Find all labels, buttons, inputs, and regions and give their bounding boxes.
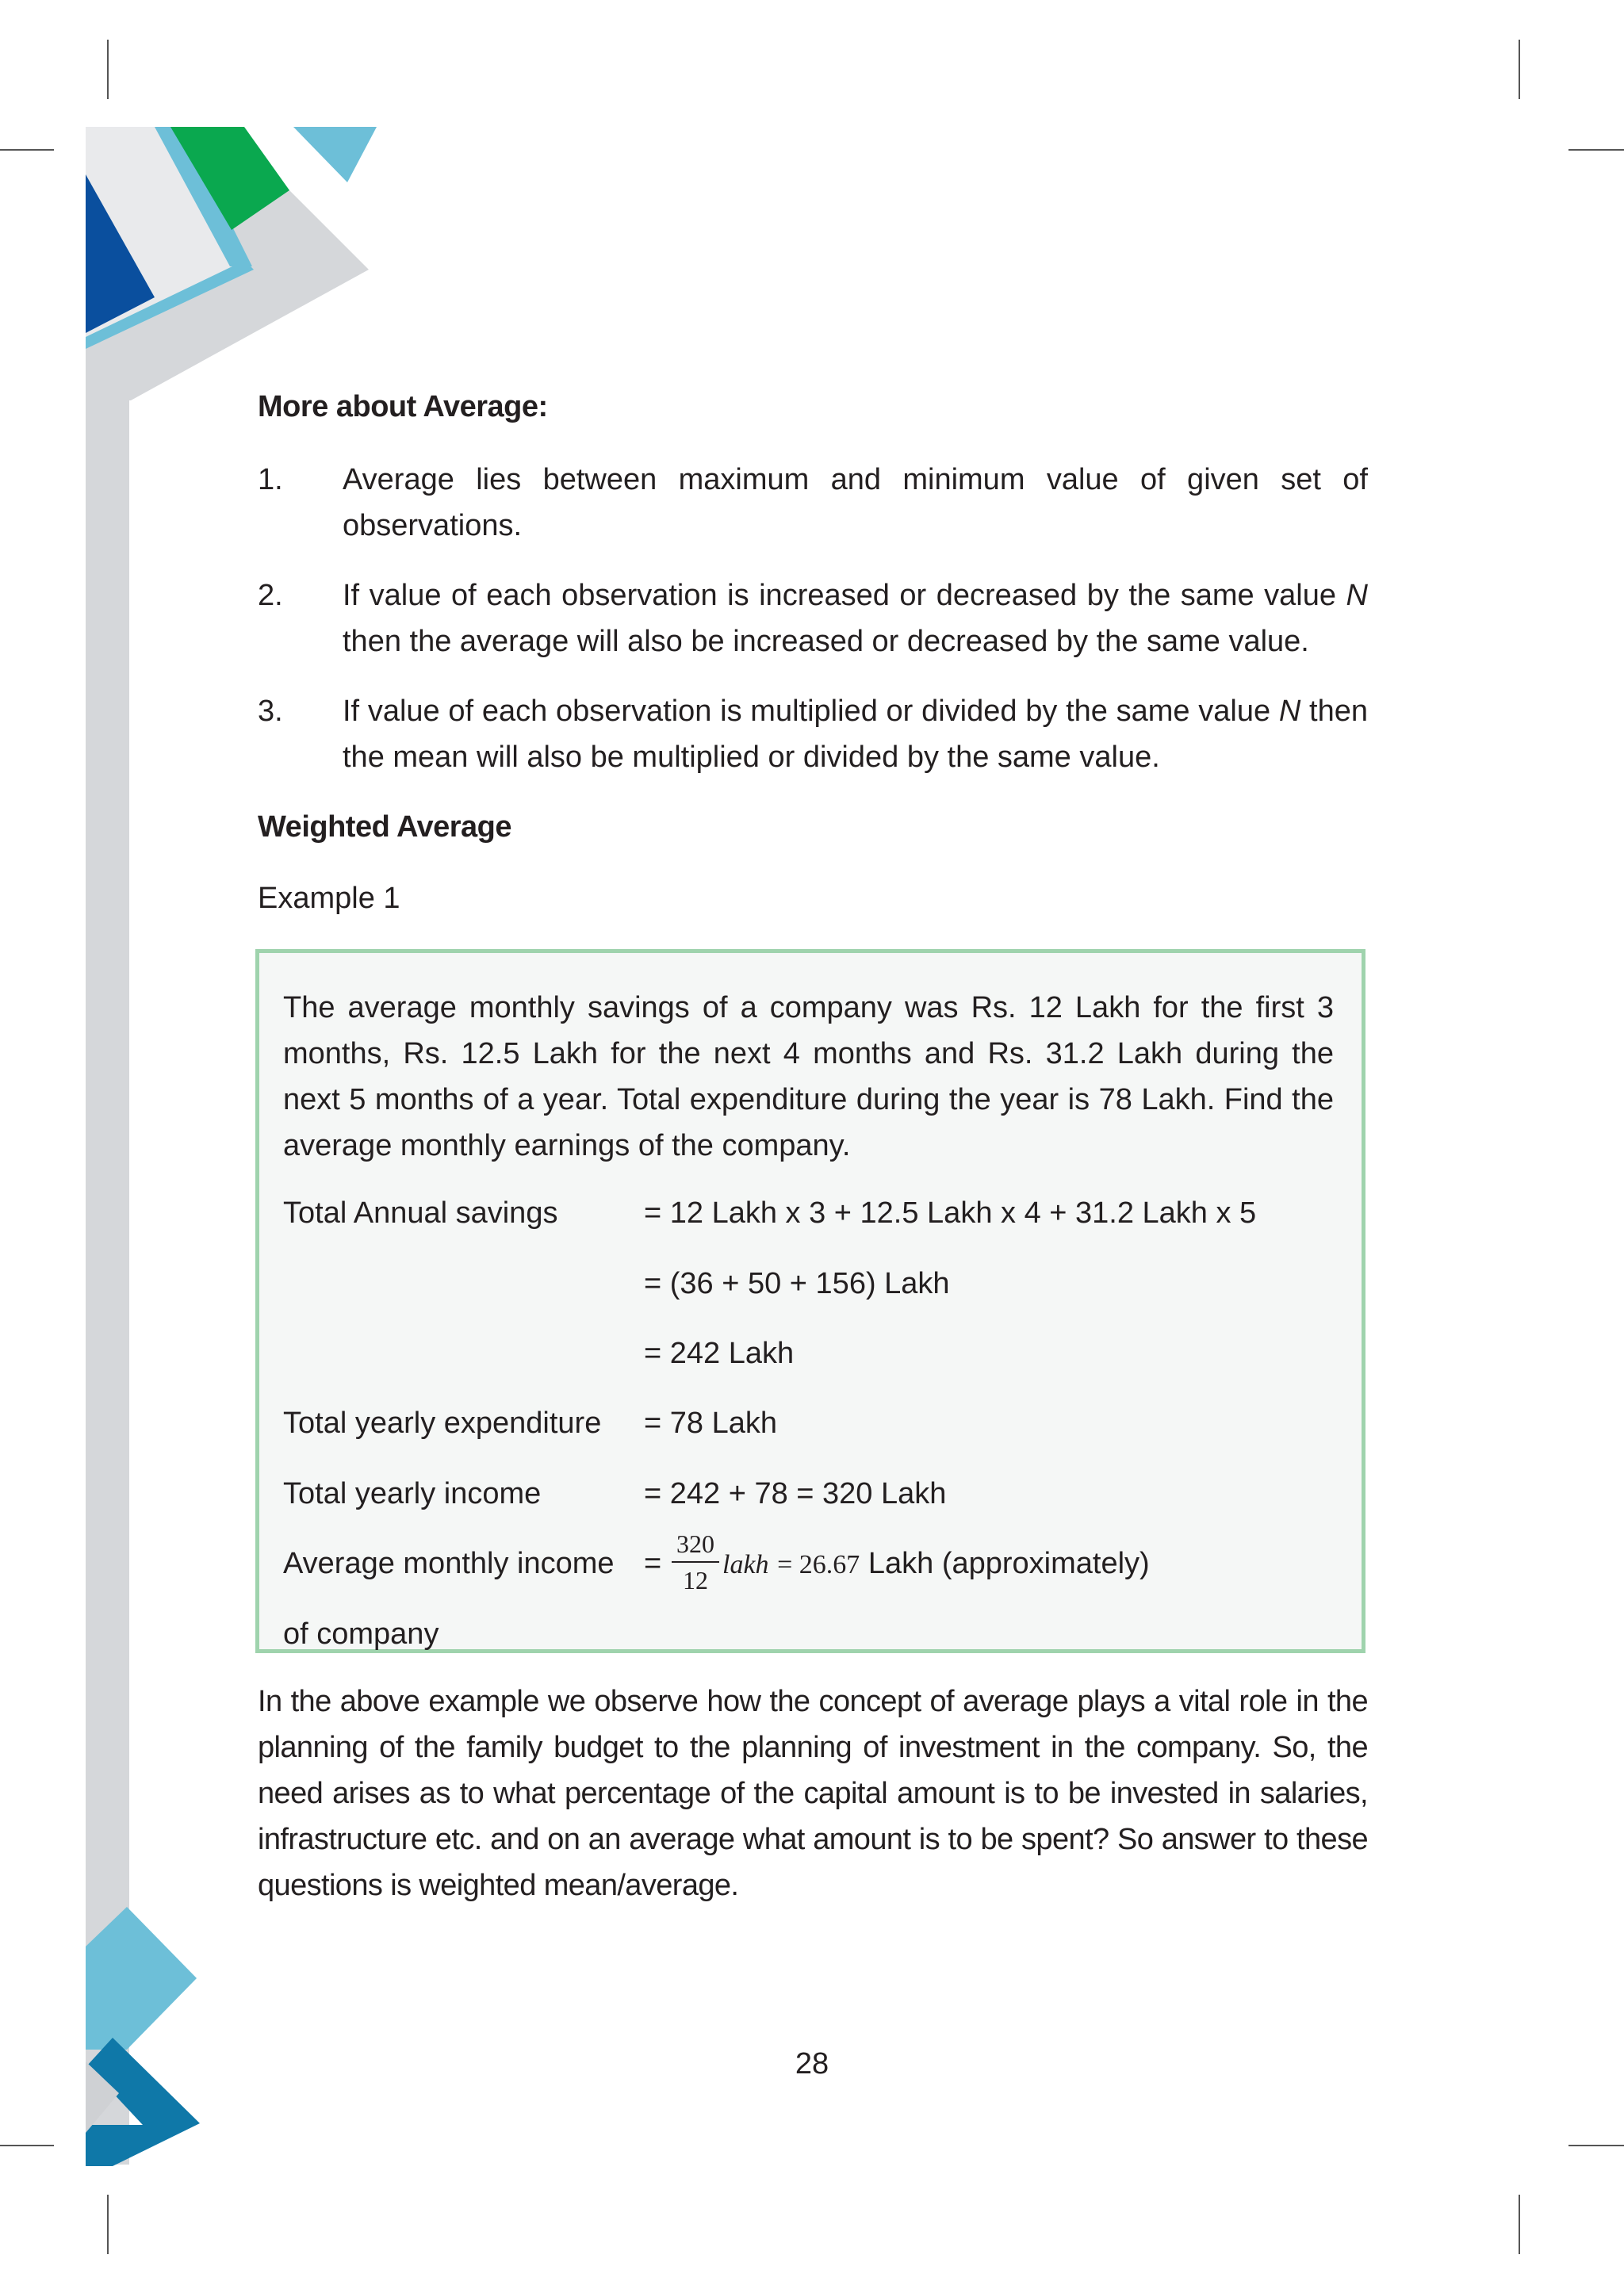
list-text: If value of each observation is increased or decreased by the same value N then the average will also be increased or decreased by the same value. xyxy=(343,579,1368,658)
list-number: 2. xyxy=(258,579,283,612)
fraction xyxy=(672,1529,719,1596)
avg-row-label: Average monthly income xyxy=(283,1547,615,1580)
row-value: = 242 Lakh xyxy=(644,1337,795,1370)
list-item xyxy=(258,688,1368,780)
avg-row-result xyxy=(722,1541,1150,1588)
page-number: 28 xyxy=(795,2047,829,2081)
row-label: Total yearly income xyxy=(283,1477,542,1510)
row-label: Total yearly expenditure xyxy=(283,1407,602,1440)
fraction-numerator: 320 xyxy=(676,1529,714,1558)
section-heading: Weighted Average xyxy=(258,810,512,844)
result-value: = 26.67 xyxy=(777,1550,860,1579)
list-number: 1. xyxy=(258,463,283,496)
list-item xyxy=(258,457,1368,549)
example-problem: The average monthly savings of a company was Rs. 12 Lakh for the first 3 months, Rs. 12.5 Lakh for the next 4 months and Rs. 31.2 Lakh during the next 5 months of a year. Total expenditure during the year is 78 Lakh. Find the average monthly earnings of the company. xyxy=(283,991,1334,1162)
list-number: 3. xyxy=(258,695,283,728)
row-value: = 242 + 78 = 320 Lakh xyxy=(644,1477,947,1510)
variable-n: N xyxy=(1278,695,1301,728)
variable-n: N xyxy=(1346,579,1368,612)
example-label: Example 1 xyxy=(258,882,400,915)
list-text: If value of each observation is multiplied or divided by the same value N then the mean will also be multiplied or divided by the same value. xyxy=(343,695,1368,774)
result-suffix: Lakh (approximately) xyxy=(868,1547,1150,1580)
fraction-bar xyxy=(672,1561,719,1563)
list-text: Average lies between maximum and minimum value of given set of observations. xyxy=(343,463,1368,542)
row-value: = (36 + 50 + 156) Lakh xyxy=(644,1267,950,1300)
avg-row-label-continued: of company xyxy=(283,1617,439,1651)
fraction-denominator: 12 xyxy=(683,1566,708,1594)
unit-lakh: lakh xyxy=(722,1550,769,1579)
row-value: = 12 Lakh x 3 + 12.5 Lakh x 4 + 31.2 Lakh x 5 xyxy=(644,1196,1257,1230)
avg-row-equals: = xyxy=(644,1547,662,1580)
closing-paragraph: In the above example we observe how the concept of average plays a vital role in the planning of the family budget to the planning of investment in the company. So, the need arises as to what percentage of the capital amount is to be invested in salaries, infrastructure etc. and on an average what amount is to be spent? So answer to these questions is weighted mean/average. xyxy=(258,1685,1368,1902)
list-item xyxy=(258,572,1368,664)
left-grey-strip xyxy=(86,400,129,2165)
example-box xyxy=(255,949,1365,1653)
row-value: = 78 Lakh xyxy=(644,1407,777,1440)
light-blue-triangle-shape xyxy=(293,127,377,182)
section-heading: More about Average: xyxy=(258,390,548,423)
row-label: Total Annual savings xyxy=(283,1196,558,1230)
